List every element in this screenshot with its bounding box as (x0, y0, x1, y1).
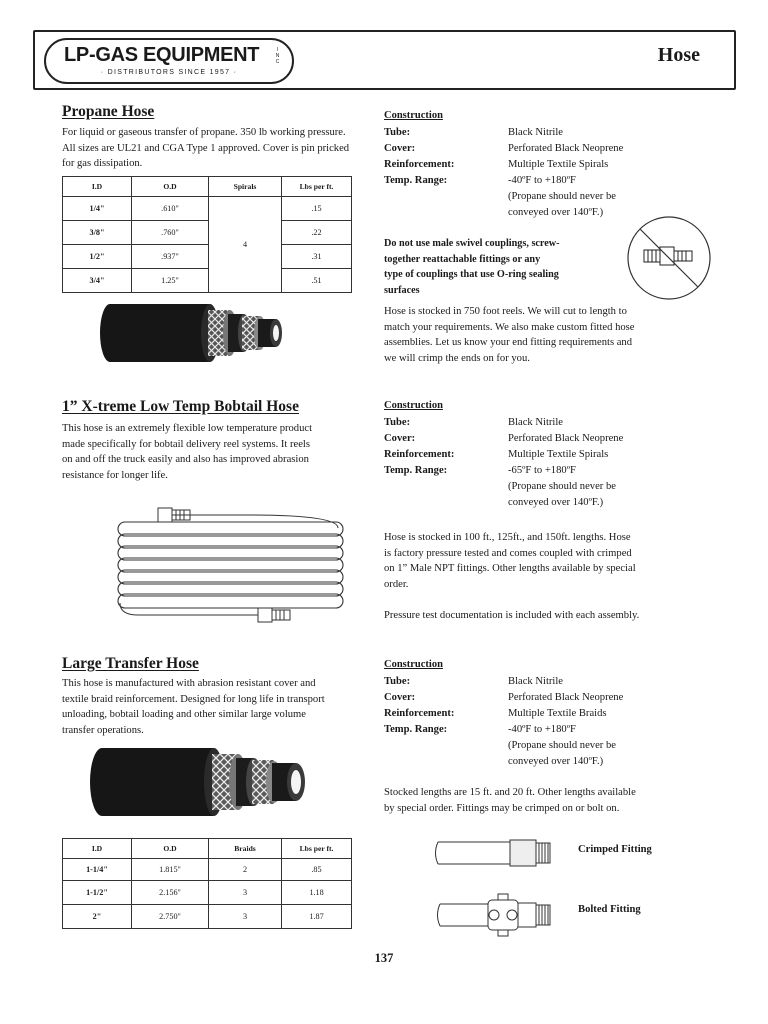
table-row: 3/4" 1.25" .51 (63, 269, 352, 293)
propane-hose-description: For liquid or gaseous transfer of propane. 350 lb working pressure. All sizes are UL21 and CGA Type 1 approved. Cover is pin pricked for gas dissipation. (62, 127, 350, 170)
no-swivel-coupling-icon (624, 214, 714, 302)
pressure-test-note: Pressure test documentation is included with each assembly. (384, 610, 640, 621)
logo-title: LP-GAS EQUIPMENT (64, 44, 260, 66)
xtreme-construction-title: Construction (384, 400, 443, 411)
table-row: 1/4" .610" 4 .15 (63, 197, 352, 221)
table-row: 1/2" .937" .31 (63, 245, 352, 269)
xtreme-construction-specs: Tube: Black Nitrile Cover: Perforated Black Neoprene Reinforcement: Multiple Textile Spirals Temp. Range: -65ºF to +180ºF (Propane should never be conveyed over 140ºF.) (384, 417, 624, 508)
table-row: 2" 2.750" 3 1.87 (63, 905, 352, 929)
col-header-braids: Braids (209, 839, 282, 859)
page-title: Hose (657, 44, 700, 66)
large-transfer-hose-title: Large Transfer Hose (62, 655, 199, 672)
spirals-cell: 4 (209, 197, 282, 293)
col-header-spirals: Spirals (209, 177, 282, 197)
crimped-fitting-label: Crimped Fitting (578, 844, 652, 855)
propane-construction-title: Construction (384, 110, 443, 121)
xtreme-hose-title: 1” X-treme Low Temp Bobtail Hose (62, 398, 299, 415)
propane-hose-table (62, 176, 352, 293)
xtreme-stock-info: Hose is stocked in 100 ft., 125ft., and 150ft. lengths. Hose is factory pressure tested and comes coupled with crimped on 1” Male NPT fittings. Other lengths available by special order. (384, 532, 636, 590)
large-transfer-hose-image (88, 742, 320, 822)
large-transfer-hose-table (62, 838, 352, 929)
large-construction-specs: Tube: Black Nitrile Cover: Perforated Black Neoprene Reinforcement: Multiple Textile Braids Temp. Range: -40ºF to +180ºF (Propane should never be conveyed over 140ºF.) (384, 676, 624, 767)
col-header-lbs: Lbs per ft. (282, 177, 352, 197)
bolted-fitting-image (432, 892, 562, 938)
crimped-fitting-image (430, 832, 560, 872)
propane-stock-info: Hose is stocked in 750 foot reels. We will cut to length to match your requirements. We also make custom fitted hose assemblies. Let us know your end fitting requirements and we will crimp the ends on for you. (384, 306, 635, 364)
swivel-coupling-warning: Do not use male swivel couplings, screw- together reattachable fittings or any type of couplings that use O-ring sealing surfaces (384, 238, 560, 296)
col-header-id: I.D (63, 177, 132, 197)
propane-hose-title: Propane Hose (62, 103, 155, 120)
propane-construction-specs: Tube: Black Nitrile Cover: Perforated Black Neoprene Reinforcement: Multiple Textile Spirals Temp. Range: -40ºF to +180ºF (Propane should never be conveyed over 140ºF.) (384, 127, 624, 218)
bolted-fitting-label: Bolted Fitting (578, 904, 641, 915)
col-header-id: I.D (63, 839, 132, 859)
propane-hose-image (96, 298, 296, 368)
page-number: 137 (374, 951, 394, 965)
logo-inc: I N C (275, 47, 280, 65)
col-header-od: O.D (132, 177, 209, 197)
col-header-od: O.D (132, 839, 209, 859)
logo-subtitle: · DISTRIBUTORS SINCE 1957 · (100, 69, 238, 76)
large-stock-info: Stocked lengths are 15 ft. and 20 ft. Other lengths available by special order. Fittings may be crimped on or bolt on. (384, 787, 636, 814)
table-row: 1-1/4" 1.815" 2 .85 (63, 859, 352, 881)
table-row: 3/8" .760" .22 (63, 221, 352, 245)
large-transfer-hose-description: This hose is manufactured with abrasion resistant cover and textile braid reinforcement. Designed for long life in transport unloading, bobtail loading and other similar large volume transfer operations. (62, 678, 325, 736)
xtreme-hose-coil-image (108, 500, 358, 630)
table-row: 1-1/2" 2.156" 3 1.18 (63, 881, 352, 905)
col-header-lbs: Lbs per ft. (282, 839, 352, 859)
company-logo (44, 38, 294, 84)
large-construction-title: Construction (384, 659, 443, 670)
xtreme-hose-description: This hose is an extremely flexible low temperature product made specifically for bobtail delivery reel systems. It reels on and off the truck easily and also has improved abrasion resistance for longer life. (62, 423, 313, 481)
